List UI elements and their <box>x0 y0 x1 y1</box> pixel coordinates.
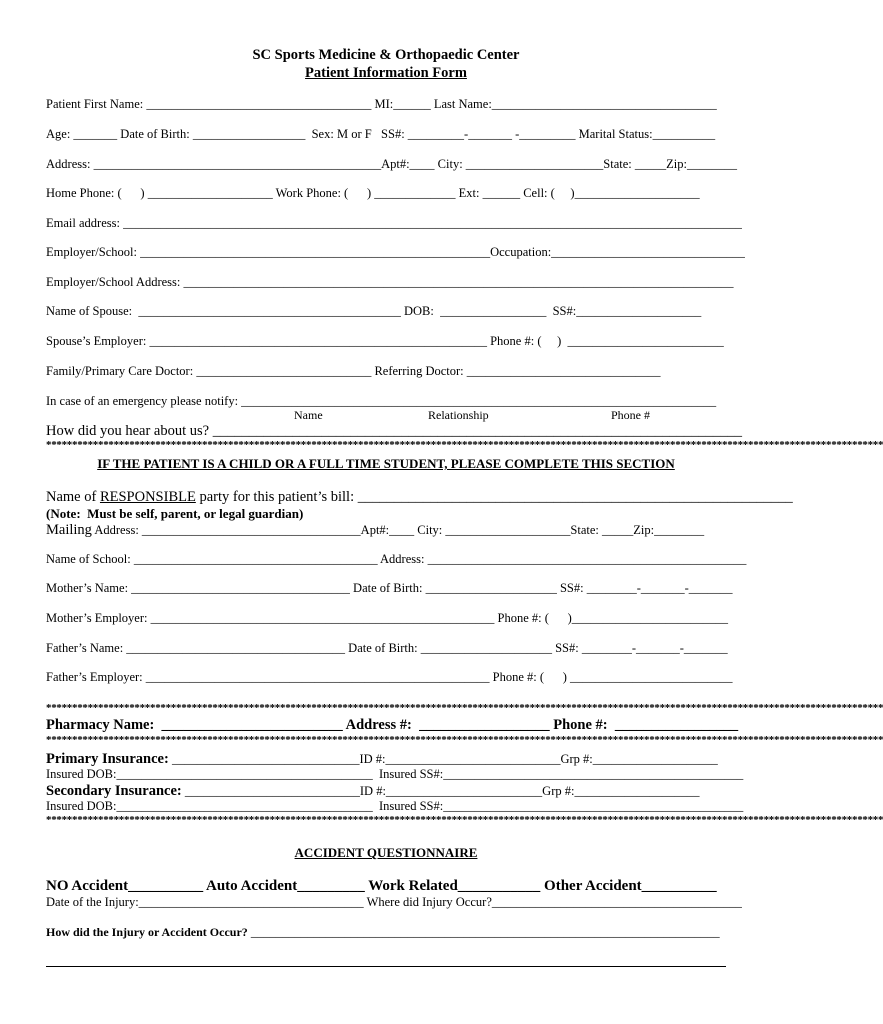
form-title: Patient Information Form <box>305 65 467 81</box>
injury-description-line[interactable] <box>46 966 726 967</box>
patient-phone-field[interactable]: Home Phone: ( ) ____________________ Work Phone: ( ) _____________ Ext: ______ Cell: ( )____________________ <box>46 186 700 200</box>
patient-employer-field[interactable]: Employer/School: ________________________________________________________Occupation:_______________________________ <box>46 245 745 259</box>
emergency-relationship-caption: Relationship <box>428 408 489 422</box>
child-section-heading: IF THE PATIENT IS A CHILD OR A FULL TIME STUDENT, PLEASE COMPLETE THIS SECTION <box>97 456 675 471</box>
mailing-label: Mailing <box>46 522 92 538</box>
responsible-emphasis: RESPONSIBLE <box>99 489 196 505</box>
mailing-rest: Address: ___________________________________Apt#:____ City: ____________________State: _____Zip:________ <box>91 523 705 537</box>
injury-date-field[interactable]: Date of the Injury:____________________________________ Where did Injury Occur?________________________________________ <box>46 895 742 909</box>
responsible-suffix: party for this patient’s bill: ____________________________________________________________ <box>195 489 793 505</box>
patient-email-field[interactable]: Email address: ___________________________________________________________________________________________________ <box>46 216 742 230</box>
mailing-address-field[interactable] <box>46 522 726 539</box>
patient-name-field[interactable]: Patient First Name: ____________________________________ MI:______ Last Name:____________________________________ <box>46 97 717 111</box>
accident-heading: ACCIDENT QUESTIONNAIRE <box>294 845 478 860</box>
secondary-insurance-label: Secondary Insurance: <box>46 783 182 799</box>
spouse-employer-field[interactable]: Spouse’s Employer: ______________________________________________________ Phone #: ( ) _________________________ <box>46 334 724 348</box>
patient-address-field[interactable]: Address: ______________________________________________Apt#:____ City: ______________________State: _____Zip:________ <box>46 157 737 171</box>
separator-stars: ***************************************************************************************************************************************************************** <box>46 814 883 826</box>
primary-insured-field[interactable]: Insured DOB:_________________________________________ Insured SS#:________________________________________________ <box>46 767 744 781</box>
separator-stars: ***************************************************************************************************************************************************************** <box>46 702 883 714</box>
father-employer-field[interactable]: Father’s Employer: _______________________________________________________ Phone #: ( ) __________________________ <box>46 670 733 684</box>
emergency-contact-field[interactable]: In case of an emergency please notify: ____________________________________________________________________________ <box>46 394 717 408</box>
injury-description-label: How did the Injury or Accident Occur? <box>46 925 248 939</box>
secondary-insurance-rest: ____________________________ID #:_________________________Grp #:____________________ <box>181 784 700 798</box>
spouse-name-field[interactable]: Name of Spouse: __________________________________________ DOB: _________________ SS#:____________________ <box>46 304 702 318</box>
primary-insurance-field[interactable] <box>46 751 726 768</box>
responsible-party-field[interactable] <box>46 489 793 506</box>
referral-source-field[interactable]: How did you hear about us? _________________________________________________________________________ <box>46 423 742 439</box>
patient-age-dob-field[interactable]: Age: _______ Date of Birth: __________________ Sex: M or F SS#: _________-_______ -_________ Marital Status:__________ <box>46 127 716 141</box>
separator-stars: ***************************************************************************************************************************************************************** <box>46 734 883 746</box>
secondary-insured-field[interactable]: Insured DOB:_________________________________________ Insured SS#:________________________________________________ <box>46 799 744 813</box>
doctor-field[interactable]: Family/Primary Care Doctor: ____________________________ Referring Doctor: _______________________________ <box>46 364 661 378</box>
emergency-name-caption: Name <box>294 408 323 422</box>
injury-description-field[interactable] <box>46 925 726 940</box>
form-org-title: SC Sports Medicine & Orthopaedic Center <box>252 47 520 63</box>
emergency-phone-caption: Phone # <box>611 408 650 422</box>
accident-type-field[interactable]: NO Accident__________ Auto Accident_________ Work Related___________ Other Accident__________ <box>46 878 717 894</box>
secondary-insurance-field[interactable] <box>46 783 726 800</box>
school-field[interactable]: Name of School: _______________________________________ Address: ___________________________________________________ <box>46 552 747 566</box>
patient-employer-address-field[interactable]: Employer/School Address: ________________________________________________________________________________________ <box>46 275 734 289</box>
father-name-field[interactable]: Father’s Name: ___________________________________ Date of Birth: _____________________ SS#: ________-_______-_______ <box>46 641 728 655</box>
separator-stars: ***************************************************************************************************************************************************************** <box>46 439 883 451</box>
responsible-prefix: Name of <box>46 489 100 505</box>
mother-employer-field[interactable]: Mother’s Employer: _______________________________________________________ Phone #: ( )_________________________ <box>46 611 729 625</box>
primary-insurance-label: Primary Insurance: <box>46 751 169 767</box>
injury-description-rest: ___________________________________________________________________________ <box>247 925 720 939</box>
mother-name-field[interactable]: Mother’s Name: ___________________________________ Date of Birth: _____________________ SS#: ________-_______-_______ <box>46 581 733 595</box>
responsible-note: (Note: Must be self, parent, or legal guardian) <box>46 506 304 521</box>
pharmacy-field[interactable]: Pharmacy Name: _________________________ Address #: __________________ Phone #: _________________ <box>46 717 739 733</box>
primary-insurance-rest: ______________________________ID #:____________________________Grp #:____________________ <box>168 752 718 766</box>
